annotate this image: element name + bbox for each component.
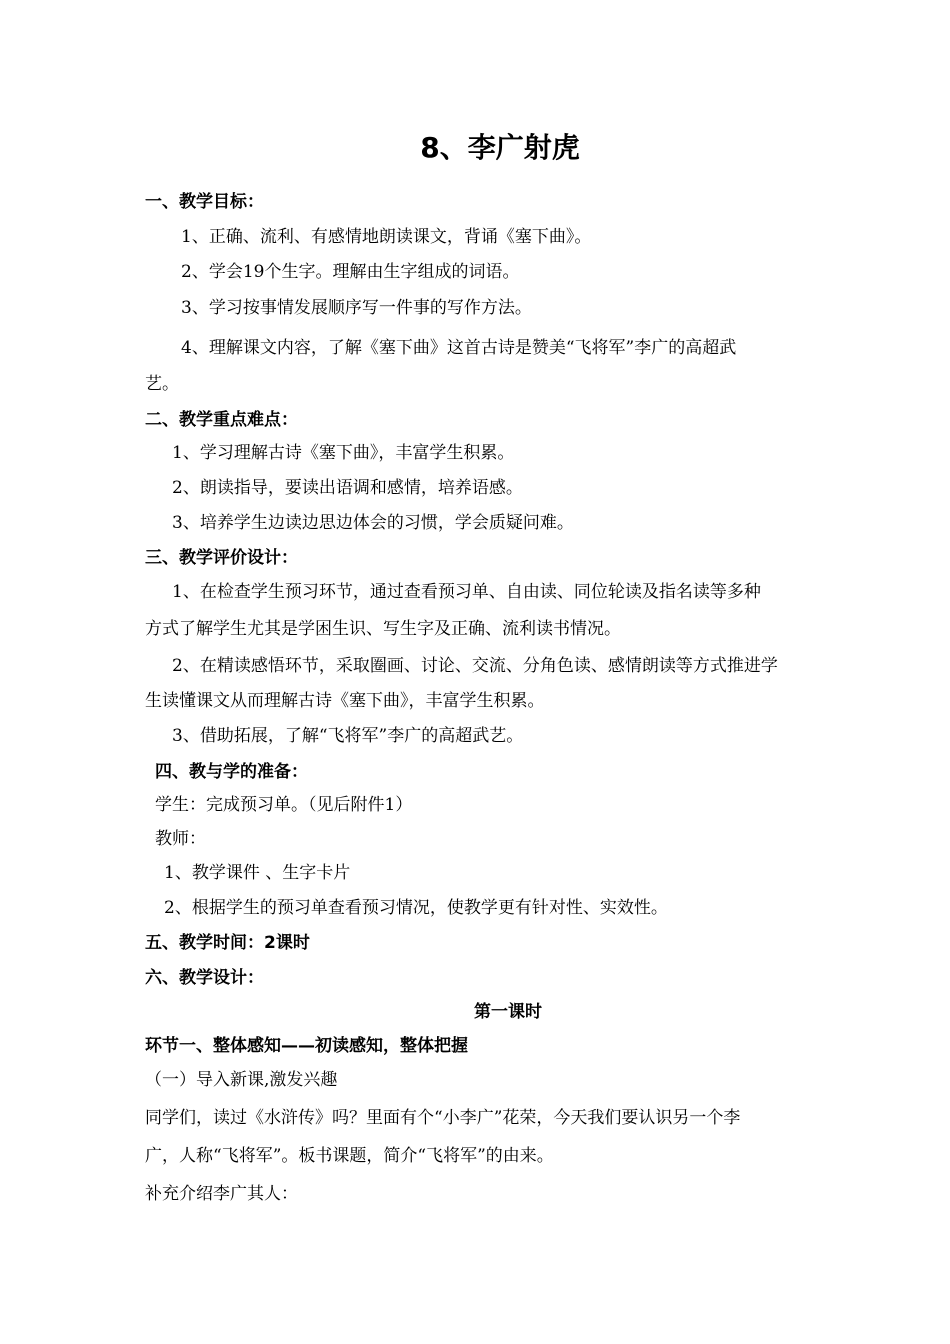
paragraph-line: 3、培养学生边读边思边体会的习惯，学会质疑问难。 bbox=[172, 513, 574, 533]
sub-heading: （一）导入新课,激发兴趣 bbox=[145, 1070, 338, 1090]
paragraph-line: 2、根据学生的预习单查看预习情况，使教学更有针对性、实效性。 bbox=[164, 898, 668, 918]
section-heading-key-points: 二、教学重点难点： bbox=[145, 410, 298, 430]
section-heading-preparation: 四、教与学的准备： bbox=[155, 762, 308, 782]
paragraph-line: 艺。 bbox=[145, 374, 179, 394]
paragraph-line: 1、教学课件 、生字卡片 bbox=[164, 863, 351, 883]
paragraph-line: 2、学会19个生字。理解由生字组成的词语。 bbox=[181, 262, 520, 282]
paragraph-line: 同学们，读过《水浒传》吗？里面有个“小李广”花荣，今天我们要认识另一个李 bbox=[145, 1108, 741, 1128]
step-heading: 环节一、整体感知——初读感知，整体把握 bbox=[145, 1036, 468, 1056]
paragraph-line: 教师： bbox=[155, 829, 206, 849]
paragraph-line: 广，人称“飞将军”。板书课题，简介“飞将军”的由来。 bbox=[145, 1146, 554, 1166]
paragraph-line: 1、正确、流利、有感情地朗读课文，背诵《塞下曲》。 bbox=[181, 227, 592, 247]
section-heading-time: 五、教学时间：2课时 bbox=[145, 933, 310, 953]
lesson-title: 第一课时 bbox=[474, 1002, 542, 1022]
paragraph-line: 学生：完成预习单。（见后附件1） bbox=[155, 795, 413, 815]
section-heading-evaluation: 三、教学评价设计： bbox=[145, 548, 298, 568]
paragraph-line: 3、学习按事情发展顺序写一件事的写作方法。 bbox=[181, 298, 532, 318]
section-heading-objectives: 一、教学目标： bbox=[145, 192, 264, 212]
paragraph-line: 1、学习理解古诗《塞下曲》，丰富学生积累。 bbox=[172, 443, 515, 463]
paragraph-line: 2、朗读指导，要读出语调和感情，培养语感。 bbox=[172, 478, 523, 498]
document-title: 8、李广射虎 bbox=[420, 131, 580, 164]
section-heading-design: 六、教学设计： bbox=[145, 968, 264, 988]
paragraph-line: 3、借助拓展，了解“飞将军”李广的高超武艺。 bbox=[172, 726, 524, 746]
paragraph-line: 4、理解课文内容，了解《塞下曲》这首古诗是赞美“飞将军”李广的高超武 bbox=[181, 338, 737, 358]
paragraph-line: 生读懂课文从而理解古诗《塞下曲》，丰富学生积累。 bbox=[145, 691, 545, 711]
paragraph-line: 1、在检查学生预习环节，通过查看预习单、自由读、同位轮读及指名读等多种 bbox=[172, 582, 761, 602]
paragraph-line: 补充介绍李广其人： bbox=[145, 1184, 298, 1204]
paragraph-line: 2、在精读感悟环节，采取圈画、讨论、交流、分角色读、感情朗读等方式推进学 bbox=[172, 656, 778, 676]
paragraph-line: 方式了解学生尤其是学困生识、写生字及正确、流利读书情况。 bbox=[145, 619, 621, 639]
